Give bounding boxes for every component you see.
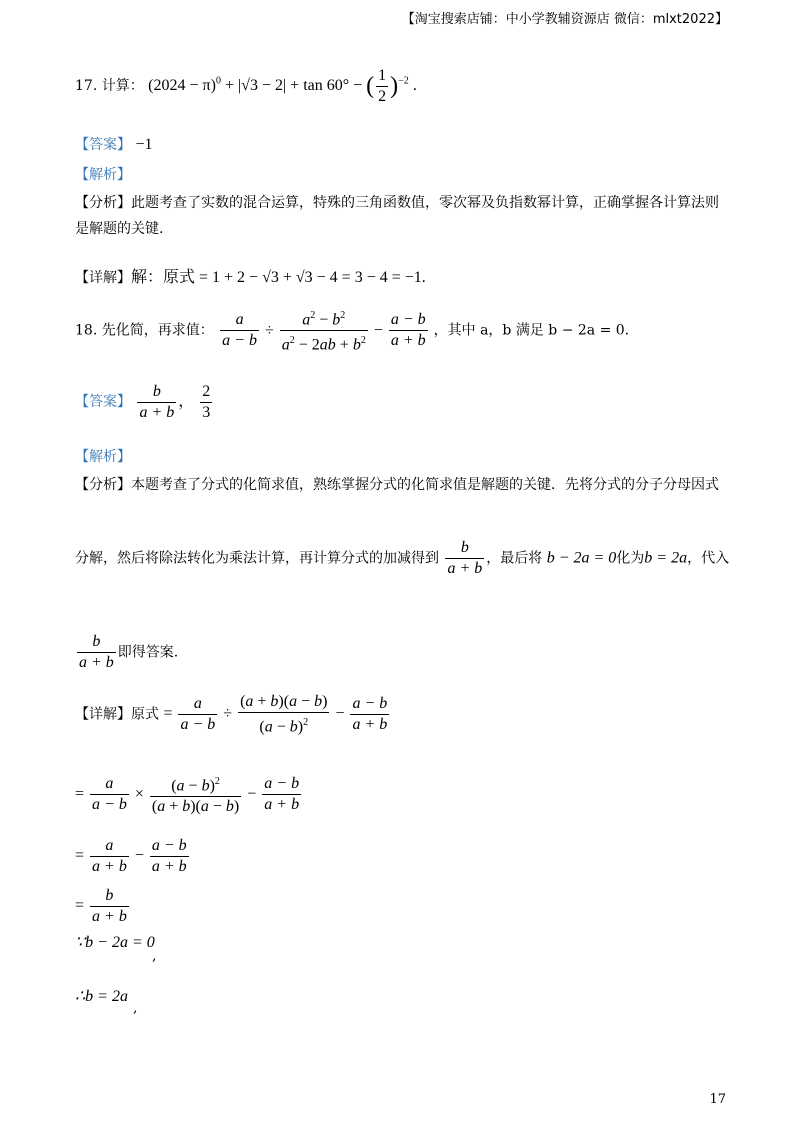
math-expression: $(2024 - \pi)^0 + |√3 - 2| + \tan 60^\circ$ − ( $\frac{1}{2}$ )$^{-2}$ . <box>148 67 417 105</box>
condition-text: ，其中 a，b 满足 b − 2a = 0. <box>433 322 630 339</box>
fenxi-17 <box>75 190 735 242</box>
answer-label: 【答案】 <box>75 394 131 411</box>
comma: , <box>152 948 157 964</box>
question-prompt: 计算： <box>101 78 144 95</box>
detail-label: 【详解】 <box>75 270 131 286</box>
fenxi-text: 此题考查了实数的混合运算，特殊的三角函数值，零次幂及负指数幂计算，正确掌握各计算法则 <box>131 195 719 211</box>
fenxi-18-line1 <box>75 474 719 494</box>
fenxi-label: 【分析】 <box>75 195 131 211</box>
analysis-label: 【解析】 <box>75 449 131 465</box>
fenxi-18-line3: $\frac{b}{a + b}$ 即得答案. <box>79 633 179 671</box>
detail-18: 【详解】原式 = $\frac{a}{a - b}$ ÷ $\frac{(a + b)(a - b)}{(a - b)^2}$ − $\frac{a - b}{a + b}$ <box>75 693 388 736</box>
fenxi-text-cont: 是解题的关键. <box>75 221 164 237</box>
answer-18: 【答案】 $\frac{b}{a + b}$ ， $\frac{2}{3}$ <box>75 383 211 421</box>
page-number: 17 <box>709 1092 726 1107</box>
therefore-line: ∴b = 2a <box>75 988 128 1005</box>
step-2: = $\frac{a}{a + b}$ − $\frac{a - b}{a + b}$ <box>75 837 187 875</box>
math-expression: $\frac{a}{a - b}$ ÷ $\frac{a^2 - b^2}{a^2 - 2ab + b^2}$ − $\frac{a - b}{a + b}$ <box>218 322 433 339</box>
because-line: ∵b − 2a = 0 <box>75 934 155 951</box>
fenxi-text: 本题考查了分式的化简求值，熟练掌握分式的化简求值是解题的关键．先将分式的分子分母因式 <box>131 477 719 493</box>
detail-text: 解：原式 = 1 + 2 − √3 + √3 − 4 = 3 − 4 = −1. <box>131 269 426 286</box>
fenxi-label: 【分析】 <box>75 477 131 493</box>
step-3: = $\frac{b}{a + b}$ <box>75 887 127 925</box>
step-1: = $\frac{a}{a - b}$ × $\frac{(a - b)^2}{(a + b)(a - b)}$ − $\frac{a - b}{a + b}$ <box>75 772 303 817</box>
answer-label: 【答案】 <box>75 137 131 153</box>
question-17 <box>75 66 417 107</box>
analysis-label: 【解析】 <box>75 167 131 183</box>
detail-label: 【详解】 <box>75 706 131 723</box>
answer-value: −1 <box>135 136 153 153</box>
question-prompt: 先化简，再求值： <box>101 322 214 339</box>
detail-17 <box>75 264 426 287</box>
question-number: 17. <box>75 78 98 95</box>
fenxi-18-line2: 分解，然后将除法转化为乘法计算，再计算分式的加减得到 $\frac{b}{a + b}$ ，最后将 b − 2a = 0化为b = 2a，代入 <box>75 539 730 577</box>
page-header: 【淘宝搜索店铺：中小学教辅资源店 微信：mlxt2022】 <box>401 12 728 27</box>
question-18 <box>75 306 629 356</box>
question-number: 18. <box>75 322 98 339</box>
comma: , <box>133 1000 138 1016</box>
answer-17 <box>75 134 152 154</box>
